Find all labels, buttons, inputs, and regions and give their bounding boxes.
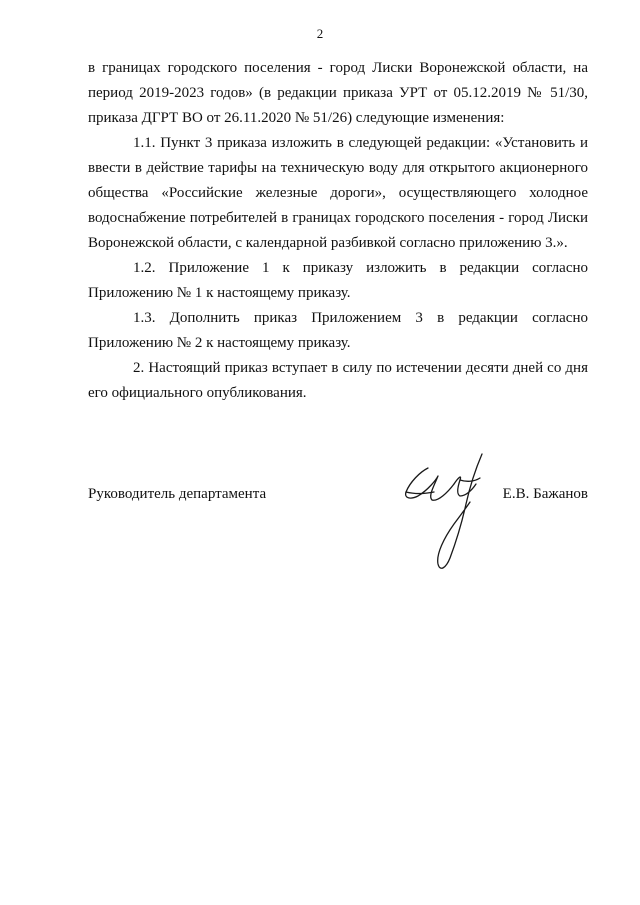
- paragraph-intro: в границах городского поселения - город Лиски Воронежской области, на период 2019-2023 годов» (в редакции приказа УРТ от 05.12.2019 № 51/30, приказа ДГРТ ВО от 26.11.2020 № 51/26) следующие изменения:: [88, 60, 588, 126]
- paragraph-1-1: 1.1. Пункт 3 приказа изложить в следующей редакции: «Установить и ввести в действие тарифы на техническую воду для открытого акционерного общества «Российские железные дороги», осуществляющего холодное водоснабжение потребителей в границах городского поселения - город Лиски Воронежской области, с календарной разбивкой согласно приложению 3.».: [88, 135, 588, 251]
- document-body: [88, 56, 588, 406]
- handwritten-signature: [398, 446, 498, 578]
- paragraph-1-2: 1.2. Приложение 1 к приказу изложить в редакции согласно Приложению № 1 к настоящему приказу.: [88, 260, 588, 301]
- paragraph-1-3: 1.3. Дополнить приказ Приложением 3 в редакции согласно Приложению № 2 к настоящему приказу.: [88, 310, 588, 351]
- signature-block: [88, 486, 588, 516]
- paragraph-2: 2. Настоящий приказ вступает в силу по истечении десяти дней со дня его официального опубликования.: [88, 360, 588, 401]
- page-number: 2: [316, 26, 324, 41]
- signatory-name: Е.В. Бажанов: [502, 486, 588, 502]
- signatory-title: Руководитель департамента: [88, 486, 267, 502]
